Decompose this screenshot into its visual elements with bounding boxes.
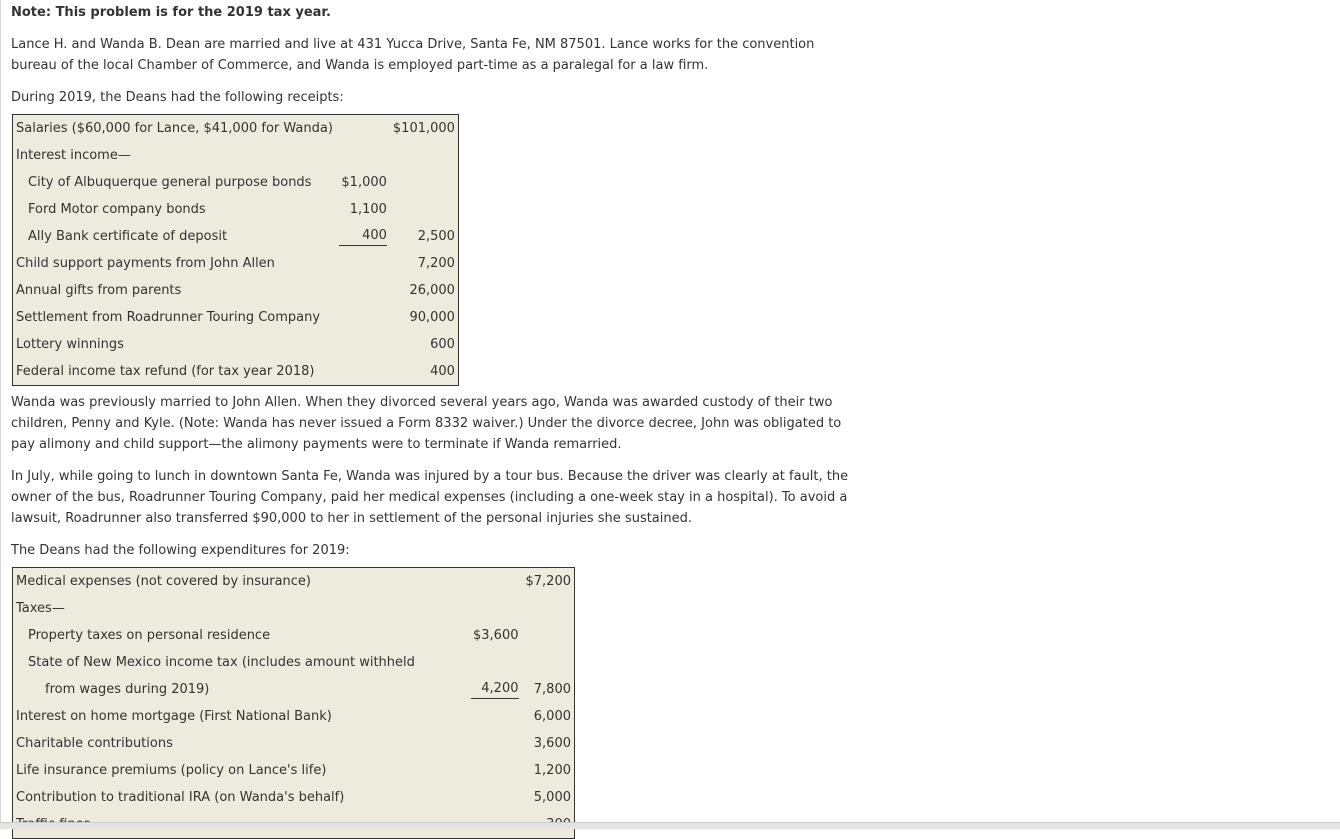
- property-tax-label: Property taxes on personal residence: [28, 628, 271, 643]
- table-row: [13, 730, 575, 757]
- gifts-label: Annual gifts from parents: [16, 283, 182, 298]
- divorce-paragraph: Wanda was previously married to John Allen. When they divorced several years ago, Wanda was awarded custody of their two children, Penny and Kyle. (Note: Wanda has never issued a Form 8332 waiver.) Under the divorce decree, John was obligated to pay alimony and child support—the alimony payments were to terminate if Wanda remarried.: [11, 395, 842, 452]
- life-insurance-total: 1,200: [533, 763, 571, 778]
- receipts-lead: During 2019, the Deans had the following receipts:: [11, 90, 344, 105]
- ford-bonds-amount: 1,100: [349, 202, 387, 217]
- table-row: [13, 250, 459, 277]
- expenditures-table: [12, 567, 575, 839]
- table-row: [13, 676, 575, 703]
- property-tax-amount: $3,600: [473, 628, 519, 643]
- table-row: [13, 331, 459, 358]
- state-tax-label-cont: from wages during 2019): [45, 682, 210, 697]
- ira-total: 5,000: [533, 790, 571, 805]
- taxes-label: Taxes—: [16, 601, 65, 616]
- state-tax-label: State of New Mexico income tax (includes amount withheld: [28, 655, 415, 670]
- table-row: [13, 568, 575, 596]
- charity-label: Charitable contributions: [16, 736, 173, 751]
- salaries-total: $101,000: [392, 121, 455, 136]
- medical-label: Medical expenses (not covered by insurance): [16, 574, 312, 589]
- albuquerque-bonds-amount: $1,000: [341, 175, 387, 190]
- table-row: [13, 649, 575, 676]
- lottery-label: Lottery winnings: [16, 337, 124, 352]
- ford-bonds-label: Ford Motor company bonds: [28, 202, 206, 217]
- charity-total: 3,600: [533, 736, 571, 751]
- mortgage-total: 6,000: [533, 709, 571, 724]
- salaries-label: Salaries ($60,000 for Lance, $41,000 for Wanda): [16, 121, 333, 136]
- ally-cd-amount: 400: [339, 228, 387, 246]
- table-row: [13, 142, 459, 169]
- interest-total: 2,500: [417, 229, 455, 244]
- albuquerque-bonds-label: City of Albuquerque general purpose bonds: [28, 175, 312, 190]
- ira-label: Contribution to traditional IRA (on Wanda's behalf): [16, 790, 345, 805]
- state-tax-amount: 4,200: [471, 681, 519, 699]
- gifts-total: 26,000: [409, 283, 455, 298]
- table-row: [13, 115, 459, 143]
- child-support-label: Child support payments from John Allen: [16, 256, 275, 271]
- table-row: [13, 304, 459, 331]
- lottery-total: 600: [430, 337, 455, 352]
- taxes-total: 7,800: [533, 682, 571, 697]
- intro-paragraph: Lance H. and Wanda B. Dean are married and live at 431 Yucca Drive, Santa Fe, NM 87501. Lance works for the convention bureau of the local Chamber of Commerce, and Wanda is employed part-time as a paralegal for a law firm.: [11, 37, 815, 73]
- table-row: [13, 784, 575, 811]
- ally-cd-label: Ally Bank certificate of deposit: [28, 229, 228, 244]
- table-row: [13, 358, 459, 386]
- settlement-total: 90,000: [409, 310, 455, 325]
- table-row: [13, 169, 459, 196]
- life-insurance-label: Life insurance premiums (policy on Lance's life): [16, 763, 327, 778]
- medical-total: $7,200: [525, 574, 571, 589]
- table-row: [13, 277, 459, 304]
- refund-label: Federal income tax refund (for tax year 2018): [16, 364, 315, 379]
- refund-total: 400: [430, 364, 455, 379]
- mortgage-label: Interest on home mortgage (First National Bank): [16, 709, 332, 724]
- table-row: [13, 757, 575, 784]
- tax-year-note: Note: This problem is for the 2019 tax year.: [11, 5, 331, 20]
- interest-label: Interest income—: [16, 148, 131, 163]
- table-row: [13, 622, 575, 649]
- child-support-total: 7,200: [417, 256, 455, 271]
- injury-paragraph: In July, while going to lunch in downtown Santa Fe, Wanda was injured by a tour bus. Because the driver was clearly at fault, the owner of the bus, Roadrunner Touring Company, paid her medical expenses (including a one-week stay in a hospital). To avoid a lawsuit, Roadrunner also transferred $90,000 to her in settlement of the personal injuries she sustained.: [11, 469, 849, 526]
- expenditures-lead: The Deans had the following expenditures for 2019:: [11, 543, 350, 558]
- table-row: [13, 223, 459, 250]
- table-row: [13, 703, 575, 730]
- table-row: [13, 196, 459, 223]
- table-row: [13, 595, 575, 622]
- receipts-table: [12, 114, 459, 386]
- settlement-label: Settlement from Roadrunner Touring Company: [16, 310, 321, 325]
